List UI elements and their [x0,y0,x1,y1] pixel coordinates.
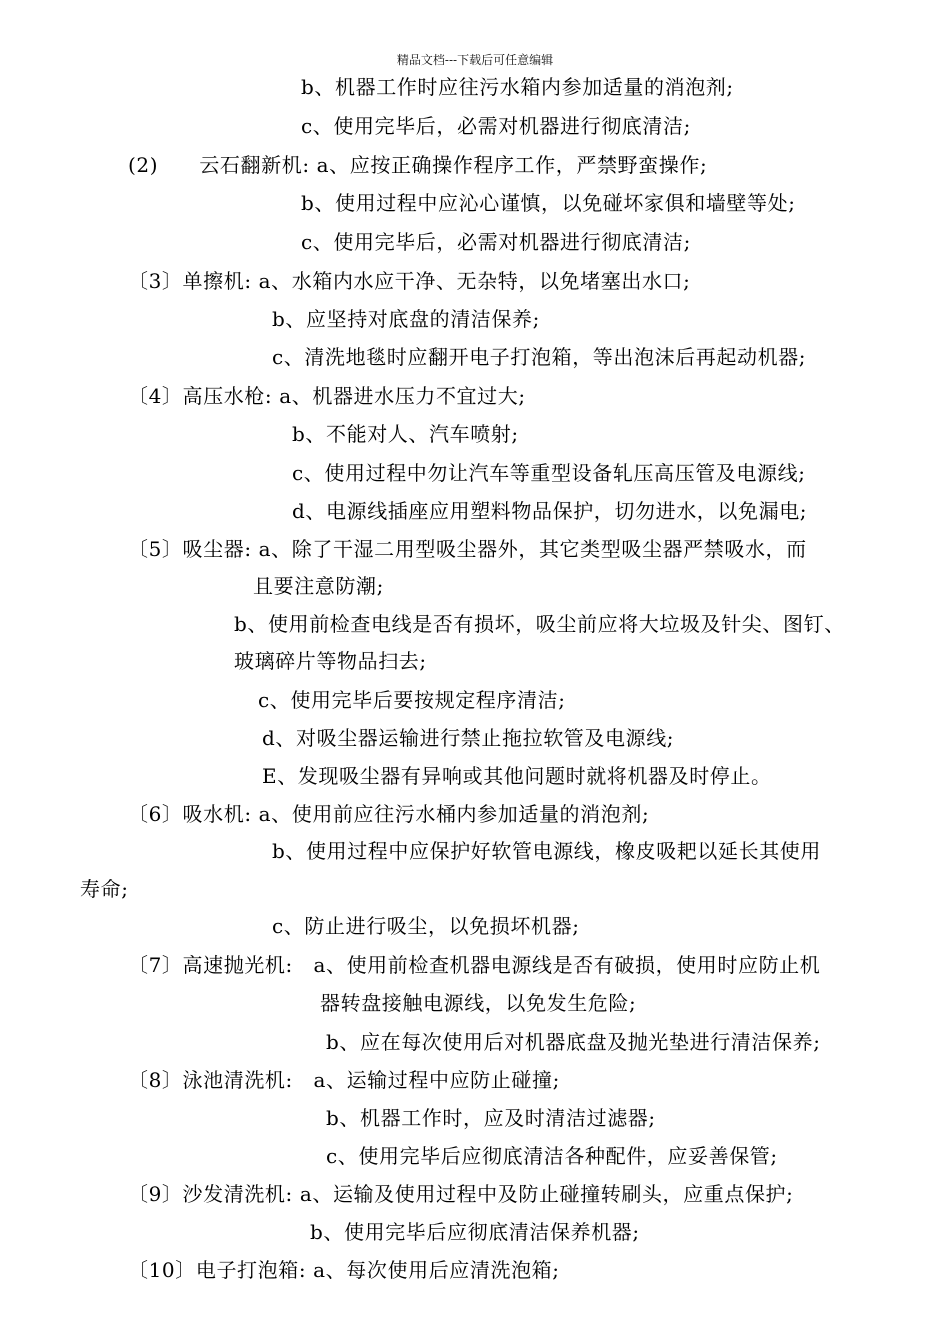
text-line: d、电源线插座应用塑料物品保护，切勿进水，以免漏电; [292,499,808,523]
text-line: c、使用完毕后要按规定程序清洁; [258,688,566,712]
text-line: 〔10〕电子打泡箱: a、每次使用后应清洗泡箱; [128,1258,560,1282]
text-line: b、机器工作时应往污水箱内参加适量的消泡剂; [301,75,734,99]
text-line: b、不能对人、汽车喷射; [292,422,519,446]
text-line: 寿命; [80,877,129,901]
text-line: 器转盘接触电源线，以免发生危险; [320,991,637,1015]
text-line: b、应在每次使用后对机器底盘及抛光垫进行清洁保养; [326,1030,821,1054]
text-line: b、使用过程中应保护好软管电源线，橡皮吸耙以延长其使用 [272,839,822,863]
text-line: 〔9〕沙发清洗机: a、运输及使用过程中及防止碰撞转刷头，应重点保护; [128,1182,794,1206]
text-line: c、使用完毕后，必需对机器进行彻底清洁; [301,230,691,254]
text-line: E、发现吸尘器有异响或其他问题时就将机器及时停止。 [262,764,772,788]
text-line: 〔4〕高压水枪: a、机器进水压力不宜过大; [128,384,526,408]
text-line: 〔7〕高速抛光机: a、使用前检查机器电源线是否有破损，使用时应防止机 [128,953,821,977]
page-header: 精品文档---下载后可任意编辑 [396,53,554,67]
text-line: 玻璃碎片等物品扫去; [234,649,427,673]
text-line: 〔8〕泳池清洗机: a、运输过程中应防止碰撞; [128,1068,560,1092]
text-line: (2) 云石翻新机: a、应按正确操作程序工作，严禁野蛮操作; [128,153,708,177]
text-line: c、清洗地毯时应翻开电子打泡箱，等出泡沫后再起动机器; [272,345,807,369]
text-line: b、机器工作时，应及时清洁过滤器; [326,1106,656,1130]
text-line: 且要注意防潮; [253,574,384,598]
text-line: b、应坚持对底盘的清洁保养; [272,307,540,331]
text-line: c、使用完毕后应彻底清洁各种配件，应妥善保管; [326,1144,778,1168]
text-line: 〔5〕吸尘器: a、除了干湿二用型吸尘器外，其它类型吸尘器严禁吸水，而 [128,537,807,561]
text-line: c、防止进行吸尘，以免损坏机器; [272,914,580,938]
text-line: d、对吸尘器运输进行禁止拖拉软管及电源线; [262,726,675,750]
text-line: 〔3〕单擦机: a、水箱内水应干净、无杂特，以免堵塞出水口; [128,269,691,293]
text-line: b、使用过程中应沁心谨慎，以免碰坏家俱和墙壁等处; [301,191,796,215]
text-line: 〔6〕吸水机: a、使用前应往污水桶内参加适量的消泡剂; [128,802,650,826]
text-line: c、使用完毕后，必需对机器进行彻底清洁; [301,114,691,138]
text-line: b、使用前检查电线是否有损坏，吸尘前应将大垃圾及针尖、图钉、 [234,612,845,636]
text-line: c、使用过程中勿让汽车等重型设备轧压高压管及电源线; [292,461,806,485]
text-line: b、使用完毕后应彻底清洁保养机器; [310,1220,640,1244]
